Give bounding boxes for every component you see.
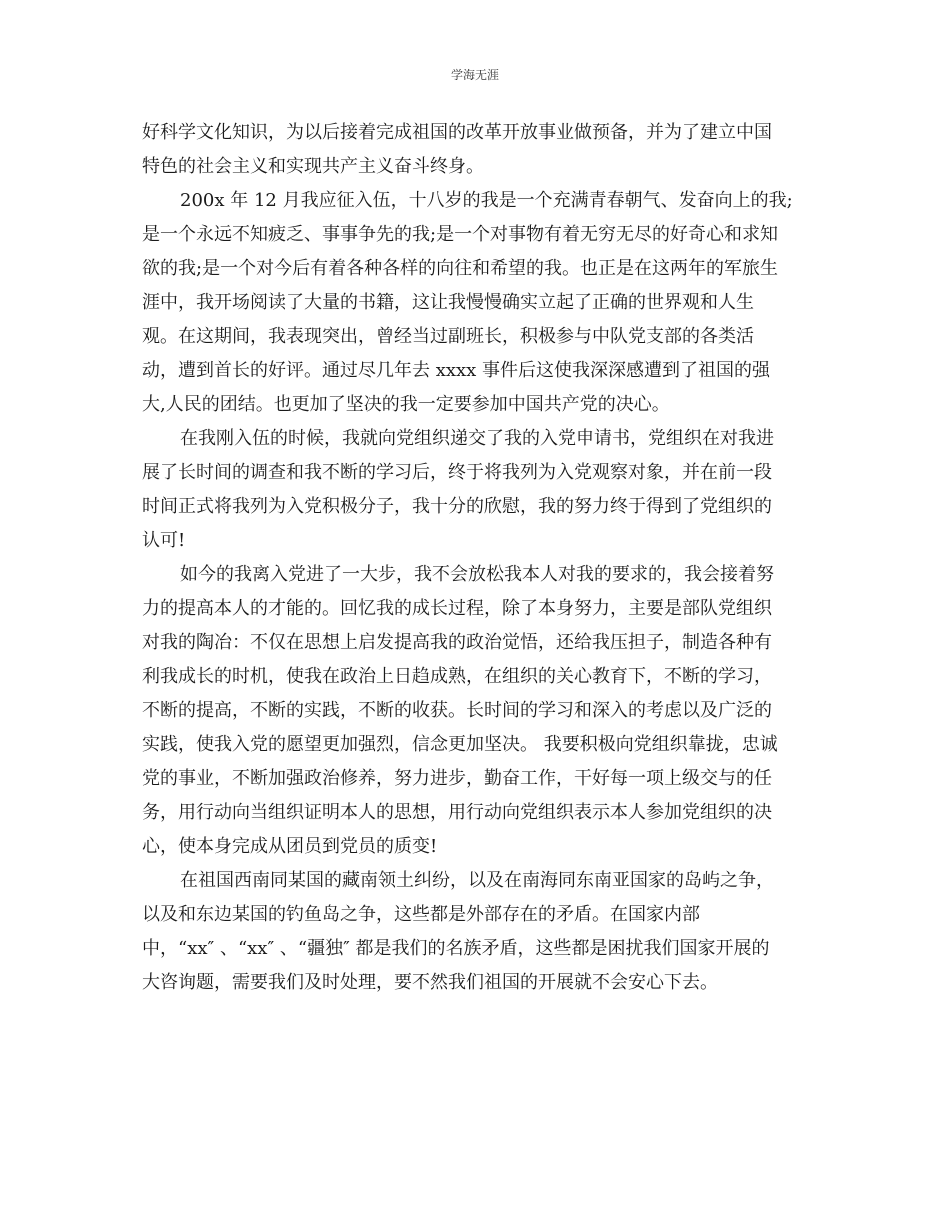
text-line: 大,人民的团结。也更加了坚决的我一定要参加中国共产党的决心。 bbox=[142, 394, 670, 415]
text-line: 好科学文化知识，为以后接着完成祖国的改革开放事业做预备，并为了建立中国 bbox=[142, 122, 772, 143]
text-line: 在祖国西南同某国的藏南领土纠纷，以及在南海同东南亚国家的岛屿之争， bbox=[180, 870, 774, 891]
document-body bbox=[142, 116, 810, 1000]
text-line: 力的提高本人的才能的。回忆我的成长过程，除了本身努力，主要是部队党组织 bbox=[142, 598, 772, 619]
text-line: 实践，使我入党的愿望更加强烈，信念更加坚决。 我要积极向党组织靠拢，忠诚 bbox=[142, 734, 778, 755]
text-line: 200x 年 12 月我应征入伍，十八岁的我是一个充满青春朝气、发奋向上的我; bbox=[180, 190, 793, 211]
text-line: 以及和东边某国的钓鱼岛之争，这些都是外部存在的矛盾。在国家内部 bbox=[142, 904, 700, 925]
text-line: 务，用行动向当组织证明本人的思想，用行动向党组织表示本人参加党组织的决 bbox=[142, 802, 772, 823]
text-line: 党的事业，不断加强政治修养，努力进步，勤奋工作，干好每一项上级交与的任 bbox=[142, 768, 772, 789]
text-line: 涯中，我开场阅读了大量的书籍，这让我慢慢确实立起了正确的世界观和人生 bbox=[142, 292, 754, 313]
text-line: 大咨询题，需要我们及时处理，要不然我们祖国的开展就不会安心下去。 bbox=[142, 972, 718, 993]
text-line: 中，“xx″ 、“xx″ 、“疆独″ 都是我们的名族矛盾，这些都是困扰我们国家开展的 bbox=[142, 938, 770, 959]
text-line: 如今的我离入党进了一大步，我不会放松我本人对我的要求的，我会接着努 bbox=[180, 564, 774, 585]
text-line: 动，遭到首长的好评。通过尽几年去 xxxx 事件后这使我深深感遭到了祖国的强 bbox=[142, 360, 771, 381]
text-line: 欲的我;是一个对今后有着各种各样的向往和希望的我。也正是在这两年的军旅生 bbox=[142, 258, 779, 279]
text-line: 在我刚入伍的时候，我就向党组织递交了我的入党申请书，党组织在对我进 bbox=[180, 428, 774, 449]
page-header: 学海无涯 bbox=[450, 68, 499, 82]
text-line: 观。在这期间，我表现突出，曾经当过副班长，积极参与中队党支部的各类活 bbox=[142, 326, 754, 347]
text-line: 时间正式将我列为入党积极分子，我十分的欣慰，我的努力终于得到了党组织的 bbox=[142, 496, 772, 517]
text-line: 特色的社会主义和实现共产主义奋斗终身。 bbox=[142, 156, 484, 177]
text-line: 心，使本身完成从团员到党员的质变! bbox=[142, 836, 438, 857]
text-line: 认可! bbox=[142, 530, 186, 551]
text-line: 不断的提高，不断的实践，不断的收获。长时间的学习和深入的考虑以及广泛的 bbox=[142, 700, 772, 721]
text-line: 对我的陶冶：不仅在思想上启发提高我的政治觉悟，还给我压担子，制造各种有 bbox=[142, 632, 772, 653]
text-line: 是一个永远不知疲乏、事事争先的我;是一个对事物有着无穷无尽的好奇心和求知 bbox=[142, 224, 779, 245]
text-line: 利我成长的时机，使我在政治上日趋成熟，在组织的关心教育下，不断的学习， bbox=[142, 666, 772, 687]
text-line: 展了长时间的调查和我不断的学习后，终于将我列为入党观察对象，并在前一段 bbox=[142, 462, 772, 483]
